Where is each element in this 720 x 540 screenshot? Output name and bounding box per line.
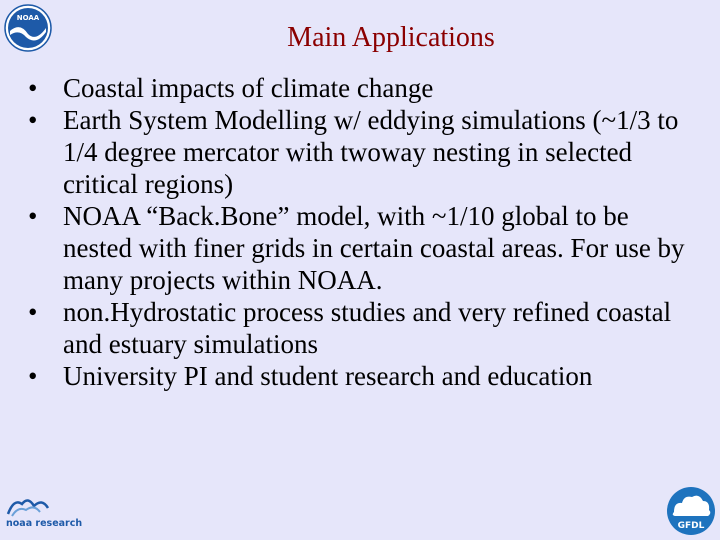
list-item [28,104,704,200]
list-item [28,360,704,392]
list-item [28,296,704,360]
list-item [28,72,704,104]
list-item [28,200,704,296]
bullet-text: NOAA “Back.Bone” model, with ~1/10 global to be nested with finer grids in certain coastal areas. For use by many projects within NOAA. [63,201,685,295]
noaa-research-text: noaa research [6,518,83,529]
bullet-glyph: • [28,105,38,135]
slide-title [0,20,720,56]
bullet-text: Earth System Modelling w/ eddying simulations (~1/3 to 1/4 degree mercator with twoway nesting in selected critical regions) [63,105,679,199]
bullet-glyph: • [28,297,38,327]
bullet-list [28,72,704,392]
bullet-text: non.Hydrostatic process studies and very refined coastal and estuary simulations [63,297,672,359]
gfdl-logo-text: GFDL [677,521,705,531]
slide-title-text: Main Applications [287,22,495,53]
bullet-glyph: • [28,361,38,391]
bullet-glyph: • [28,201,38,231]
gfdl-logo-icon [666,486,716,536]
bullet-text: Coastal impacts of climate change [63,73,434,103]
bullet-glyph: • [28,73,38,103]
noaa-logo-text: NOAA [16,14,40,22]
bullet-text: University PI and student research and education [63,361,593,391]
noaa-research-logo-icon [4,492,94,532]
